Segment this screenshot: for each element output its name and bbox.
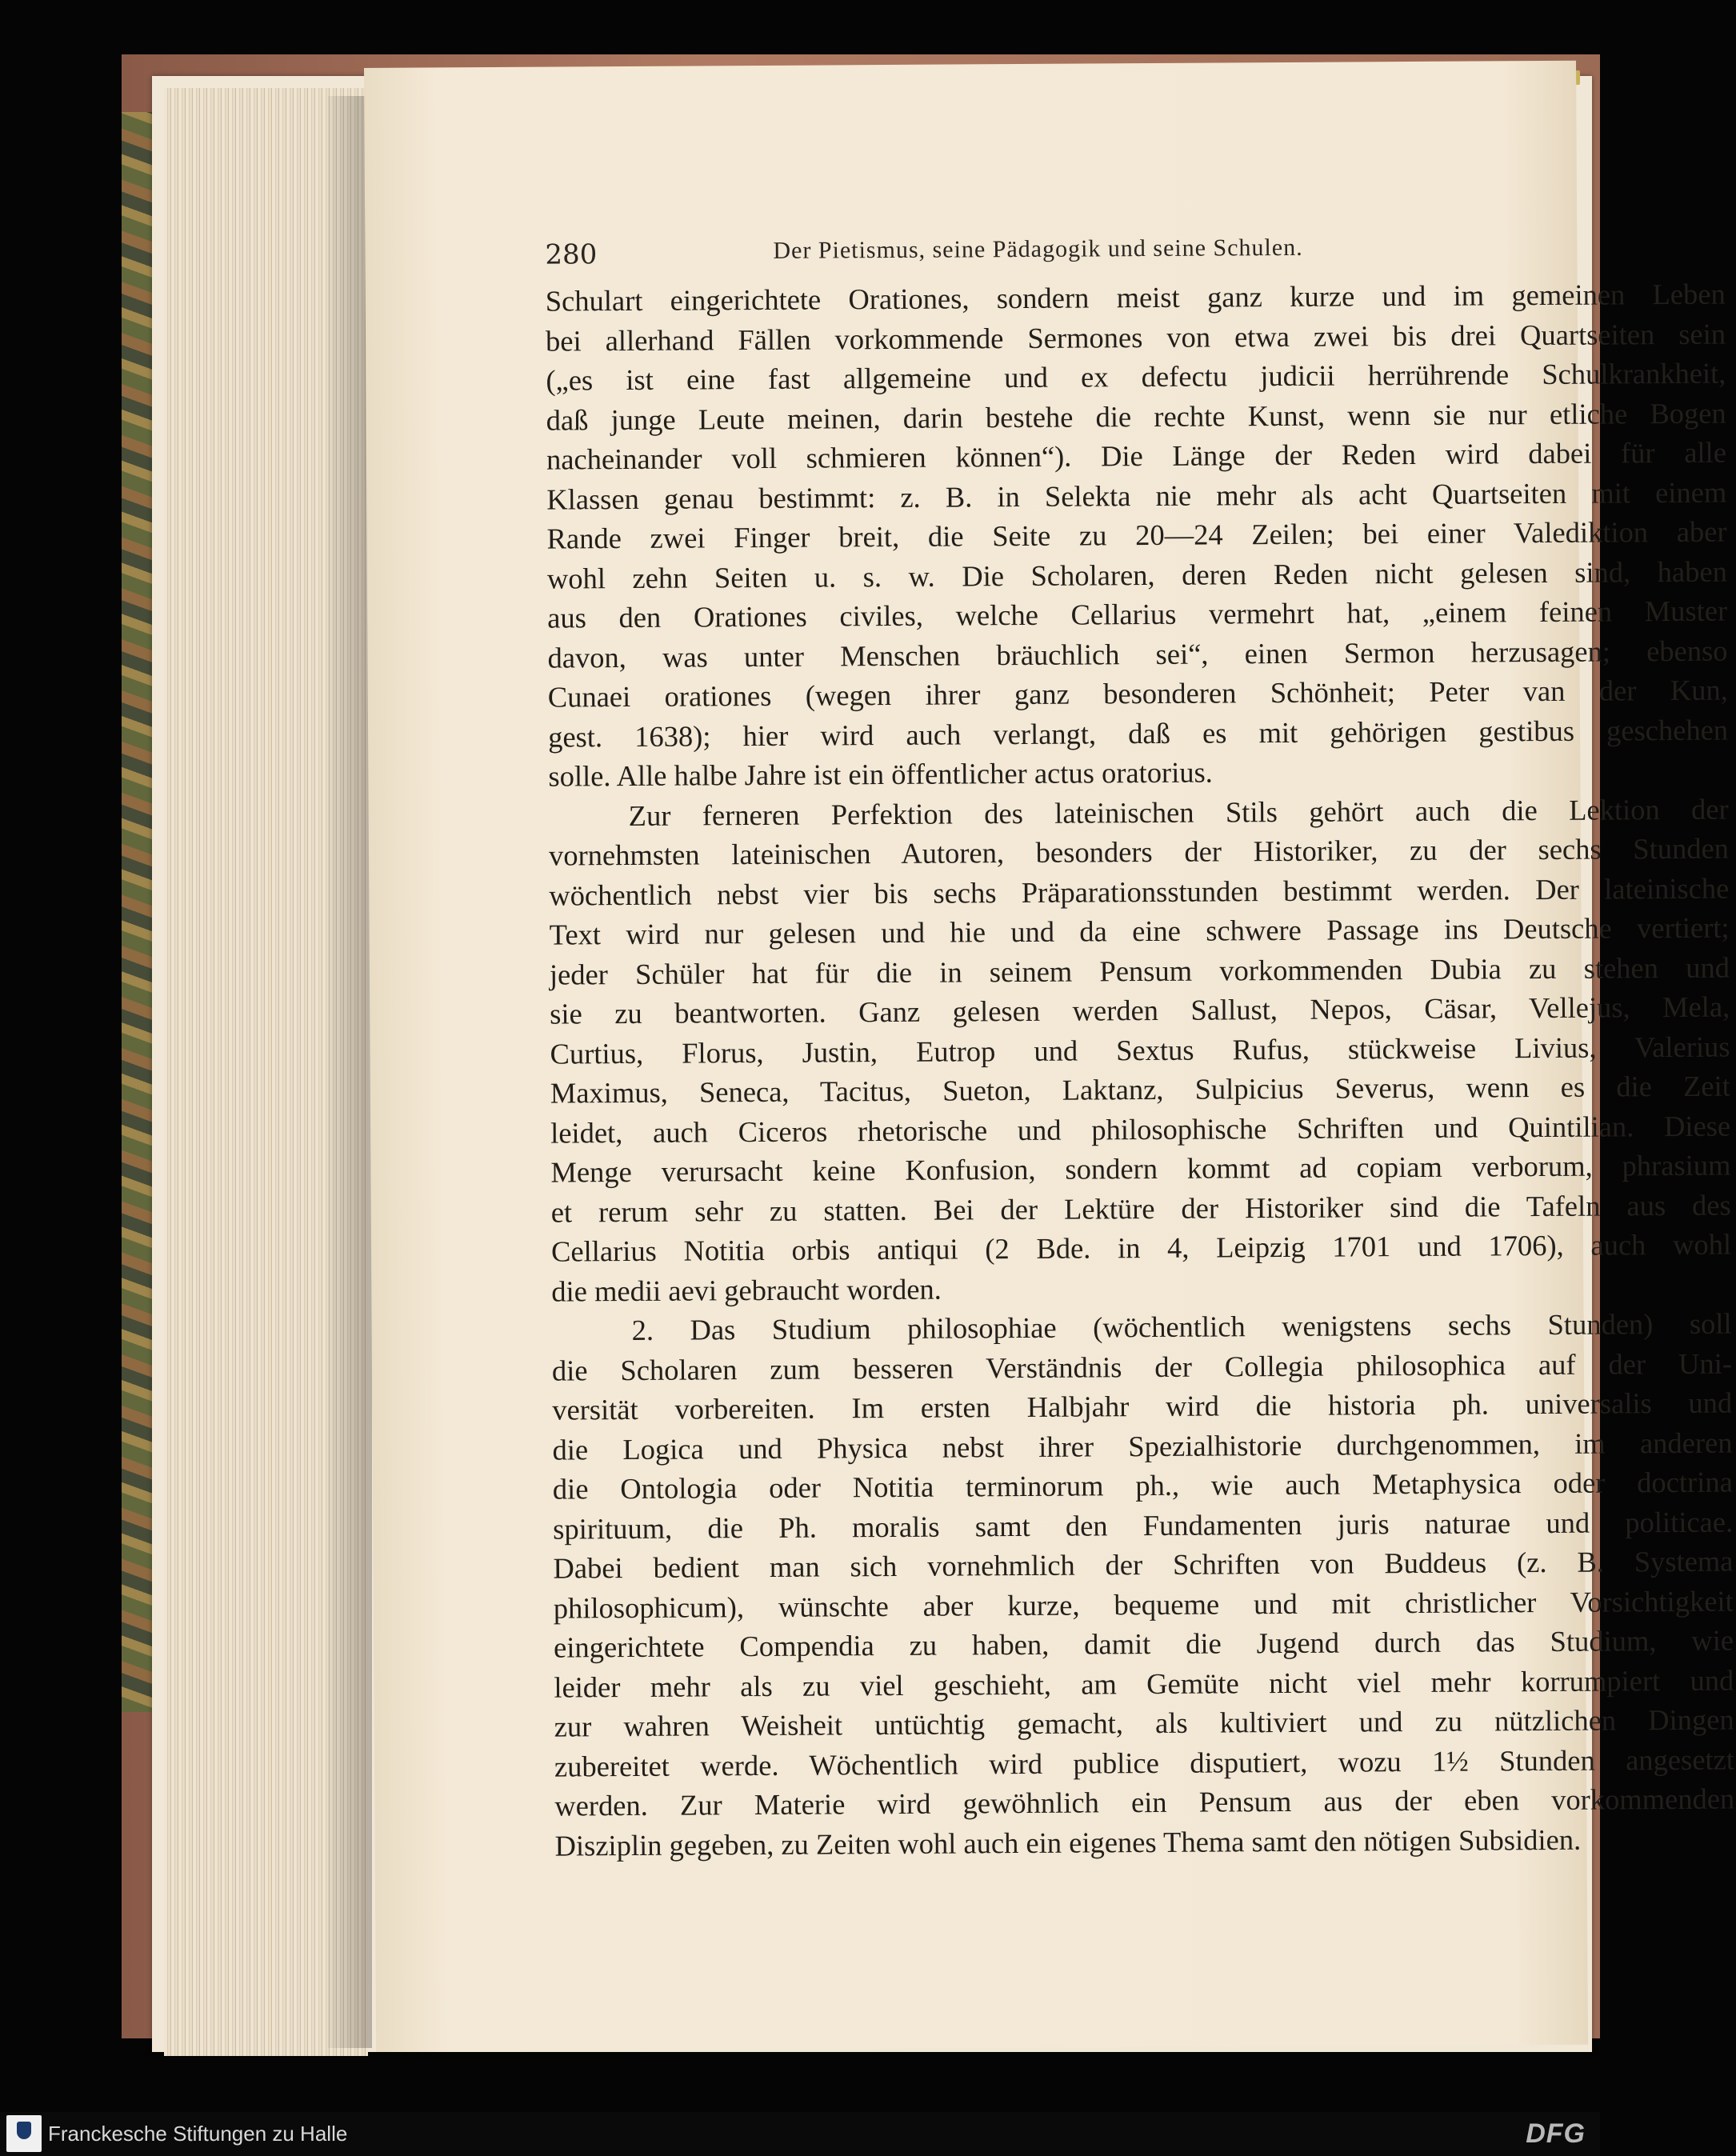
text-line: jeder Schüler hat für die in seinem Pensum vorkommenden Dubia zu stehen und (549, 950, 1730, 991)
page-number: 280 (545, 238, 598, 271)
text-line: die Logica und Physica nebst ihrer Spezialhistorie durchgenommen, im anderen (552, 1426, 1733, 1466)
text-line: aus den Orationes civiles, welche Cellarius vermehrt hat, „einem feinen Muster (547, 594, 1728, 634)
text-line: Klassen genau bestimmt: z. B. in Selekta nie mehr als acht Quartseiten mit einem (546, 475, 1727, 516)
institution-label: Franckesche Stiftungen zu Halle (48, 2122, 348, 2146)
dfg-logo: DFG (1526, 2118, 1586, 2149)
text-line: Rande zwei Finger breit, die Seite zu 20—24 Zeilen; bei einer Valediktion aber (546, 514, 1727, 555)
text-line: solle. Alle halbe Jahre ist ein öffentlicher actus oratorius. (548, 755, 1213, 793)
text-line: Menge verursacht keine Konfusion, sondern kommt ad copiam verborum, phrasium (550, 1148, 1731, 1189)
text-line: gest. 1638); hier wird auch verlangt, daß es mit gehörigen gestibus geschehen (547, 713, 1729, 754)
text-line: bei allerhand Fällen vorkommende Sermones von etwa zwei bis drei Quartseiten sein (545, 317, 1726, 358)
text-line: Curtius, Florus, Justin, Eutrop und Sextus Rufus, stückweise Livius, Valerius (550, 1030, 1730, 1070)
text-line: eingerichtete Compendia zu haben, damit die Jugend durch das Studium, wie (553, 1623, 1734, 1664)
running-head: Der Pietismus, seine Pädagogik und seine Schulen. (773, 234, 1303, 264)
text-line: zubereitet werde. Wöchentlich wird publice disputiert, wozu 1½ Stunden angesetzt (554, 1742, 1735, 1783)
text-line: et rerum sehr zu statten. Bei der Lektüre der Historiker sind die Tafeln aus des (550, 1188, 1731, 1229)
text-line: die medii aevi gebraucht worden. (551, 1272, 942, 1308)
body-text (546, 274, 1735, 1866)
francke-foundation-logo-icon[interactable] (6, 2115, 42, 2152)
text-line: wöchentlich nebst vier bis sechs Präparationsstunden bestimmt werden. Der lateinische (549, 871, 1730, 912)
text-line: Text wird nur gelesen und hie und da eine schwere Passage ins Deutsche vertiert; (549, 910, 1730, 951)
text-line: leider mehr als zu viel geschieht, am Gemüte nicht viel mehr korrumpiert und (554, 1663, 1734, 1704)
text-line: versität vorbereiten. Im ersten Halbjahr wird die historia ph. universalis und (552, 1386, 1733, 1426)
text-line: Dabei bedient man sich vornehmlich der Schriften von Buddeus (z. B. Systema (553, 1544, 1734, 1585)
text-line: die Scholaren zum besseren Verständnis der Collegia philosophica auf der Uni- (551, 1346, 1733, 1387)
text-line: Cellarius Notitia orbis antiqui (2 Bde. in 4, Leipzig 1701 und 1706), auch wohl (550, 1227, 1732, 1268)
text-line: Maximus, Seneca, Tacitus, Sueton, Laktanz, Sulpicius Severus, wenn es die Zeit (550, 1069, 1730, 1110)
text-line: philosophicum), wünschte aber kurze, bequeme und mit christlicher Vorsichtigkeit (553, 1584, 1734, 1625)
text-line: vornehmsten lateinischen Autoren, besonders der Historiker, zu der sechs Stunden (548, 831, 1730, 872)
book-page (364, 61, 1735, 2052)
text-line: Schulart eingerichtete Orationes, sondern meist ganz kurze und im gemeinen Leben (545, 277, 1726, 318)
text-line: daß junge Leute meinen, darin bestehe die rechte Kunst, wenn sie nur etliche Bogen (546, 396, 1726, 437)
text-line: Zur ferneren Perfektion des lateinischen Stils gehört auch die Lektion der (628, 792, 1729, 832)
text-line: die Ontologia oder Notitia terminorum ph., wie auch Metaphysica oder doctrina (552, 1465, 1733, 1506)
text-line: werden. Zur Materie wird gewöhnlich ein Pensum aus der eben vorkommenden (554, 1782, 1735, 1822)
text-line: davon, was unter Menschen bräuchlich sei“, einen Sermon herzusagen; ebenso (547, 634, 1728, 674)
text-line: leidet, auch Ciceros rhetorische und philosophische Schriften und Quintilian. Diese (550, 1109, 1731, 1150)
text-line: 2. Das Studium philosophiae (wöchentlich wenigstens sechs Stunden) soll (631, 1306, 1732, 1346)
text-line: zur wahren Weisheit untüchtig gemacht, als kultiviert und zu nützlichen Dingen (554, 1702, 1734, 1743)
text-line: Cunaei orationes (wegen ihrer ganz besonderen Schönheit; Peter van der Kun, (547, 673, 1728, 714)
text-line: Disziplin gegeben, zu Zeiten wohl auch ein eigenes Thema samt den nötigen Subsidien. (554, 1822, 1582, 1862)
text-line: wohl zehn Seiten u. s. w. Die Scholaren, deren Reden nicht gelesen sind, haben (546, 554, 1727, 595)
text-line: („es ist eine fast allgemeine und ex defectu judicii herrührende Schulkrankheit, (546, 356, 1726, 397)
text-line: sie zu beantworten. Ganz gelesen werden Sallust, Nepos, Cäsar, Vellejus, Mela, (550, 990, 1730, 1030)
text-line: spirituum, die Ph. moralis samt den Fundamenten juris naturae und politicae. (553, 1505, 1734, 1546)
text-line: nacheinander voll schmieren können“). Die Länge der Reden wird dabei für alle (546, 435, 1727, 476)
